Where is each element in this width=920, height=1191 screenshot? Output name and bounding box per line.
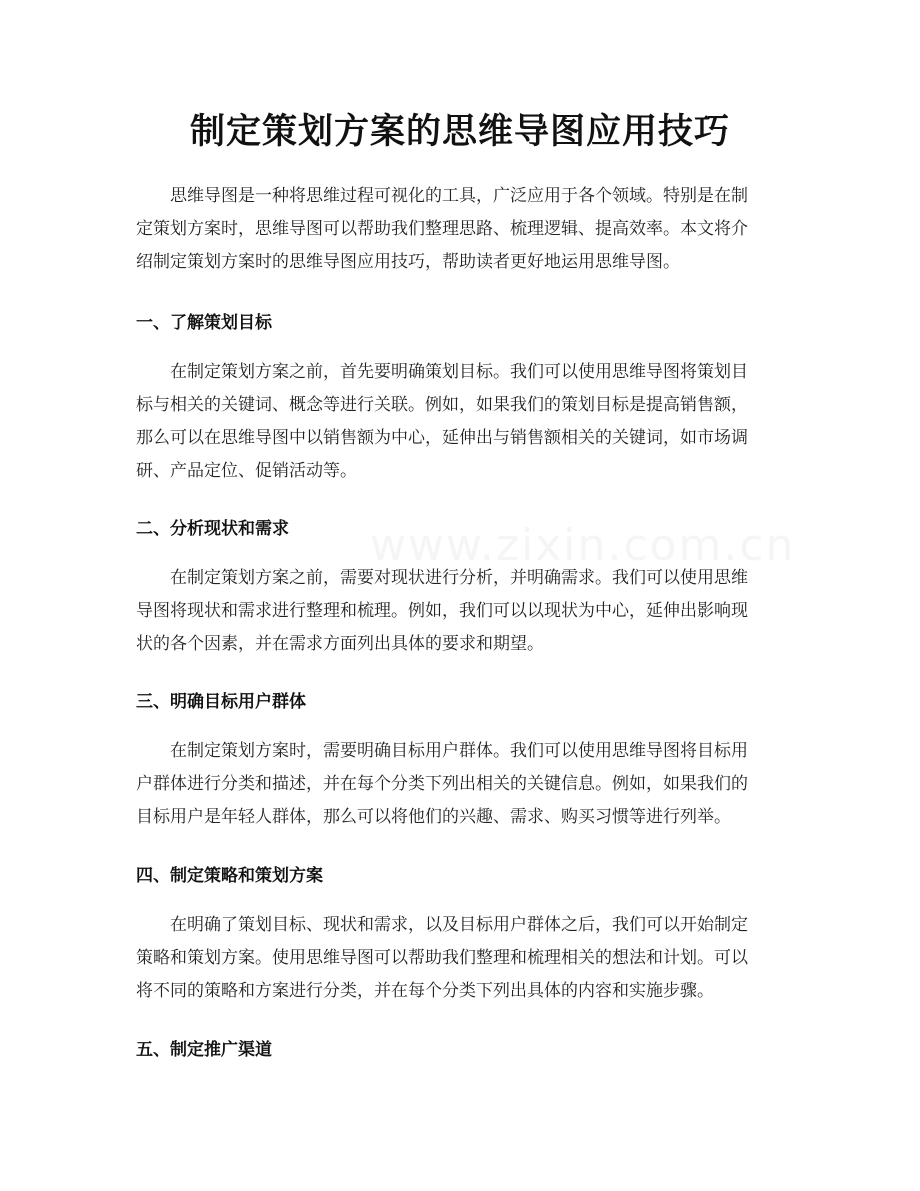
section-paragraph-1 [136,356,784,488]
section-paragraph-2 [136,562,784,661]
paragraph-line: 定策划方案时，思维导图可以帮助我们整理思路、梳理逻辑、提高效率。本文将介 [136,219,748,239]
section-heading-3: 三、明确目标用户群体 [136,692,306,712]
paragraph-line: 标与相关的关键词、概念等进行关联。例如，如果我们的策划目标是提高销售额， [136,395,748,415]
section-heading-2: 二、分析现状和需求 [136,519,289,539]
paragraph-line: 户群体进行分类和描述，并在每个分类下列出相关的关键信息。例如，如果我们的 [136,774,748,794]
paragraph-line: 状的各个因素，并在需求方面列出具体的要求和期望。 [136,634,544,654]
paragraph-line: 在制定策划方案时，需要明确目标用户群体。我们可以使用思维导图将目标用 [170,741,748,761]
watermark: www.zixin.com.cn [370,520,796,571]
section-heading-4: 四、制定策略和策划方案 [136,866,323,886]
section-heading-5: 五、制定推广渠道 [136,1040,272,1060]
paragraph-line: 思维导图是一种将思维过程可视化的工具，广泛应用于各个领域。特别是在制 [170,186,748,206]
page-title: 制定策划方案的思维导图应用技巧 [189,112,730,152]
paragraph-line: 导图将现状和需求进行整理和梳理。例如，我们可以以现状为中心，延伸出影响现 [136,601,748,621]
paragraph-line: 在制定策划方案之前，需要对现状进行分析，并明确需求。我们可以使用思维 [170,568,748,588]
paragraph-line: 在明确了策划目标、现状和需求，以及目标用户群体之后，我们可以开始制定 [170,915,748,935]
paragraph-line: 策略和策划方案。使用思维导图可以帮助我们整理和梳理相关的想法和计划。可以 [136,948,748,968]
section-heading-1: 一、了解策划目标 [136,313,272,333]
paragraph-line: 目标用户是年轻人群体，那么可以将他们的兴趣、需求、购买习惯等进行列举。 [136,807,731,827]
intro-paragraph [136,180,784,279]
paragraph-line: 绍制定策划方案时的思维导图应用技巧，帮助读者更好地运用思维导图。 [136,252,680,272]
paragraph-line: 研、产品定位、促销活动等。 [136,461,357,481]
paragraph-line: 那么可以在思维导图中以销售额为中心，延伸出与销售额相关的关键词，如市场调 [136,428,748,448]
section-paragraph-3 [136,735,784,834]
paragraph-line: 将不同的策略和方案进行分类，并在每个分类下列出具体的内容和实施步骤。 [136,981,714,1001]
section-paragraph-4 [136,909,784,1008]
paragraph-line: 在制定策划方案之前，首先要明确策划目标。我们可以使用思维导图将策划目 [170,362,748,382]
